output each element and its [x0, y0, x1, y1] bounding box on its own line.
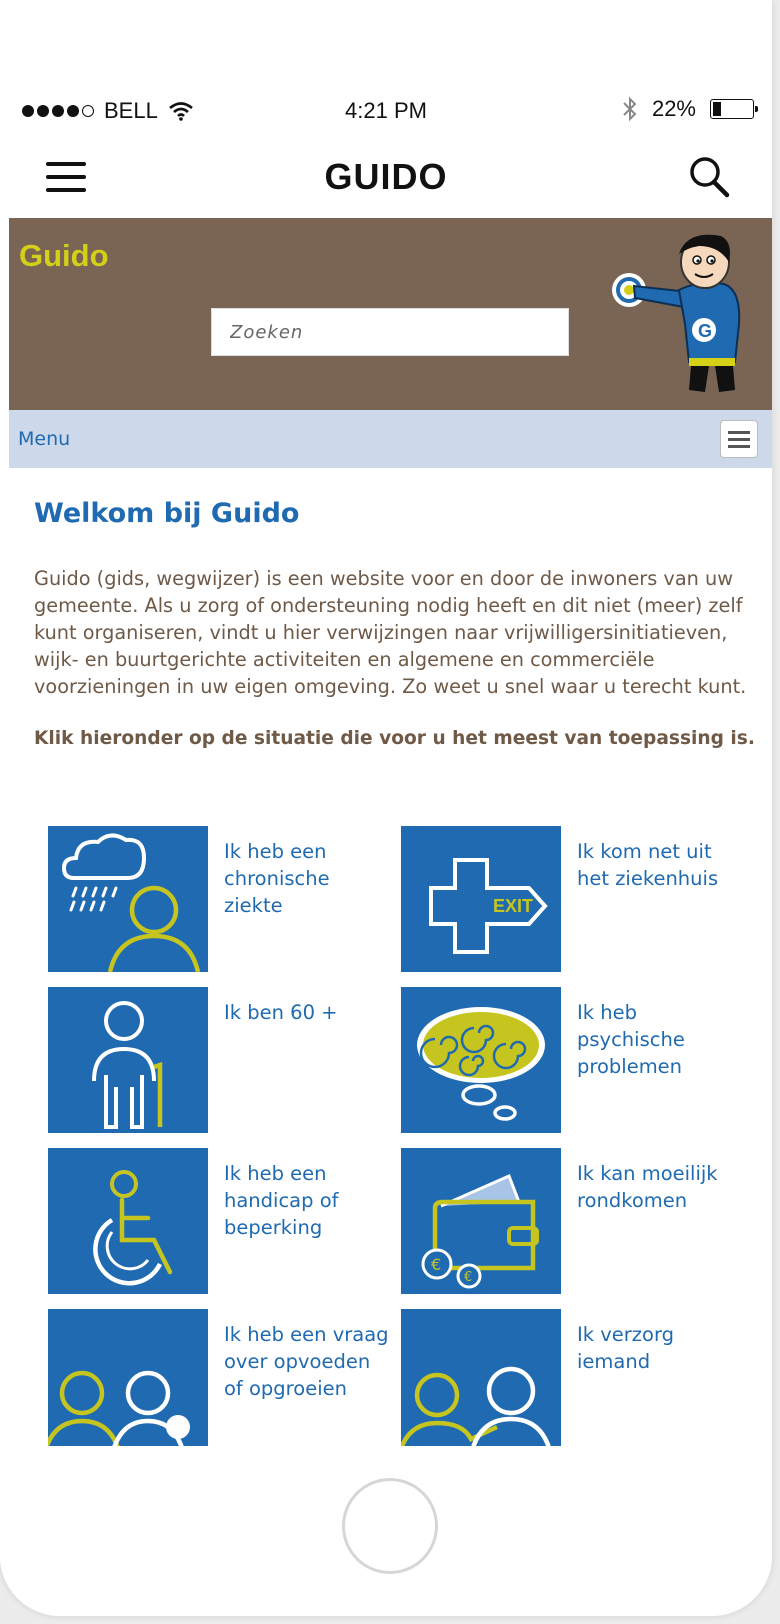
bluetooth-icon — [622, 96, 638, 122]
instruction-text: Klik hieronder op de situatie die voor u het meest van toepassing is. — [34, 728, 755, 749]
tile-label[interactable]: Ik heb een chronische ziekte — [224, 840, 330, 917]
svg-text:G: G — [698, 321, 713, 341]
wallet-coins-icon — [401, 1148, 561, 1294]
parent-child-icon — [48, 1309, 208, 1446]
tile-60-plus[interactable] — [48, 987, 388, 1133]
site-search-input[interactable] — [211, 308, 569, 356]
home-button[interactable] — [342, 1478, 438, 1574]
status-time: 4:21 PM — [345, 98, 427, 123]
hospital-exit-cross-icon — [401, 826, 561, 972]
menu-label[interactable]: Menu — [18, 428, 71, 450]
search-icon[interactable] — [686, 154, 734, 202]
caregiver-icon — [401, 1309, 561, 1446]
svg-text:€: € — [431, 1255, 442, 1274]
svg-text:EXIT: EXIT — [493, 896, 534, 916]
tile-label[interactable]: Ik heb een handicap of beperking — [224, 1162, 339, 1239]
battery-fill — [713, 102, 721, 116]
tile-psychological-problems[interactable] — [401, 987, 741, 1133]
tile-label[interactable]: Ik kom net uit het ziekenhuis — [577, 840, 719, 890]
app-title: GUIDO — [324, 156, 448, 197]
website-content — [9, 218, 772, 1446]
status-bar — [0, 92, 772, 132]
tile-caregiving[interactable] — [401, 1309, 741, 1446]
tile-disability[interactable] — [48, 1148, 388, 1294]
battery-percent: 22% — [651, 96, 696, 121]
tile-label[interactable]: Ik heb psychische problemen — [577, 1001, 685, 1078]
tile-label[interactable]: Ik ben 60 + — [224, 1001, 338, 1024]
tile-chronic-illness[interactable] — [48, 826, 388, 972]
svg-text:€: € — [464, 1270, 473, 1285]
tile-label[interactable]: Ik heb een vraag over opvoeden of opgroeien — [224, 1323, 389, 1400]
app-nav-bar — [0, 140, 772, 218]
tile-left-hospital[interactable] — [401, 826, 741, 972]
page-title: Welkom bij Guido — [34, 498, 300, 529]
main-content — [9, 498, 772, 749]
elderly-person-cane-icon — [48, 987, 208, 1133]
tile-label[interactable]: Ik kan moeilijk rondkomen — [577, 1162, 718, 1212]
carrier-name: BELL — [104, 98, 158, 123]
mascot-icon — [609, 232, 759, 402]
tile-label[interactable]: Ik verzorg iemand — [577, 1323, 675, 1373]
menu-toggle-icon[interactable] — [720, 420, 758, 458]
site-banner — [9, 218, 772, 410]
tile-financial-difficulty[interactable] — [401, 1148, 741, 1294]
status-right — [622, 96, 754, 122]
thought-bubble-icon — [401, 987, 561, 1133]
battery-icon — [710, 99, 754, 119]
tile-parenting[interactable] — [48, 1309, 388, 1446]
rain-cloud-person-icon — [48, 826, 208, 972]
intro-text: Guido (gids, wegwijzer) is een website voor en door de inwoners van uw gemeente. Als u zorg of ondersteuning nodig heeft en dit niet (meer) zelf kunt organiseren, vindt u hier verwijzingen naar vrijwilligersinitiatieven, wijk- en buurtgerichte activiteiten en algemene en commerciële voorzieningen in uw eigen omgeving. Zo weet u snel waar u terecht kunt. — [34, 567, 747, 698]
site-menu-bar — [9, 410, 772, 468]
device-bottom-bezel — [0, 1446, 772, 1616]
wheelchair-icon — [48, 1148, 208, 1294]
site-logo[interactable]: Guido — [19, 238, 109, 273]
